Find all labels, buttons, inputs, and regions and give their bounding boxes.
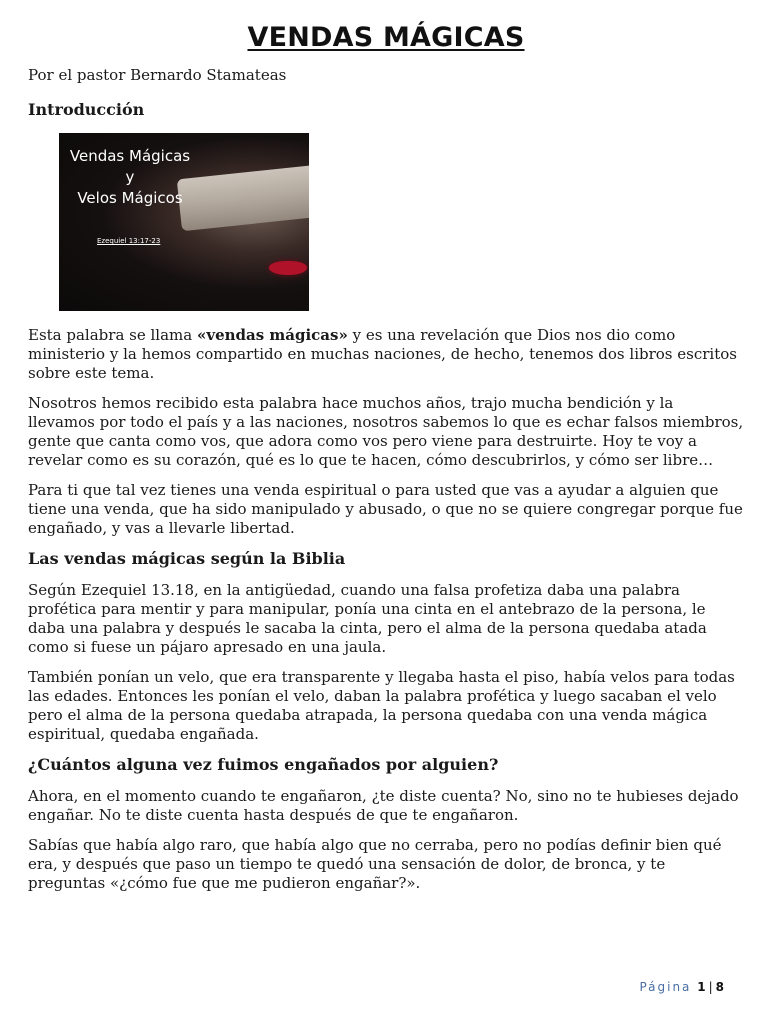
paragraph-1-end: y es una revelación que Dios nos dio como ministerio y la hemos compartido en muchas naciones, de hecho, tenemos dos libros escritos sobre este tema. bbox=[28, 326, 737, 382]
page-footer bbox=[639, 980, 724, 994]
paragraph-3: Para ti que tal vez tienes una venda espiritual o para usted que vas a ayudar a alguien que tiene una venda, que ha sido manipulado y abusado, o que no se quiere congregar porque fue engañado, y vas a llevarle libertad. bbox=[28, 481, 743, 537]
paragraph-1-bold: «vendas mágicas» bbox=[196, 326, 348, 344]
lips-shape bbox=[269, 261, 307, 275]
image-title-line-3: Velos Mágicos bbox=[77, 189, 183, 207]
image-title-line-1: Vendas Mágicas bbox=[69, 147, 191, 165]
document-page bbox=[28, 0, 744, 893]
page-number: 1 bbox=[697, 980, 706, 994]
paragraph-4: Según Ezequiel 13.18, en la antigüedad, cuando una falsa profetiza daba una palabra profética para mentir y para manipular, ponía una cinta en el antebrazo de la persona, le daba una palabra y después le sacaba la cinta, pero el alma de la persona quedaba atada como si fuese un pájaro apresado en una jaula. bbox=[28, 581, 707, 656]
paragraph-1-start: Esta palabra se llama bbox=[28, 326, 197, 344]
paragraph-5: También ponían un velo, que era transparente y llegaba hasta el piso, había velos para todas las edades. Entonces les ponían el velo, daban la palabra profética y luego sacaban el velo pero el alma de la persona quedaba atrapada, la persona quedaba con una venda mágica espiritual, quedaba engañada. bbox=[28, 668, 735, 743]
author-line: Por el pastor Bernardo Stamateas bbox=[28, 66, 287, 84]
paragraph-2: Nosotros hemos recibido esta palabra hace muchos años, trajo mucha bendición y la llevamos por todo el país y a las naciones, nosotros sabemos lo que es echar falsos miembros, gente que canta como vos, que adora como vos pero viene para destruirte. Hoy te voy a revelar como es su corazón, qué es lo que te hacen, cómo descubrirlos, y cómo ser libre… bbox=[28, 394, 744, 469]
intro-heading: Introducción bbox=[28, 100, 145, 119]
paragraph-1 bbox=[28, 326, 744, 383]
image-title-line-2: y bbox=[125, 168, 135, 186]
document-title: VENDAS MÁGICAS bbox=[247, 22, 525, 53]
page-separator: | bbox=[708, 980, 713, 994]
page-total: 8 bbox=[715, 980, 724, 994]
page-label: Página bbox=[639, 980, 692, 994]
paragraph-7: Sabías que había algo raro, que había algo que no cerraba, pero no podías definir bien qué era, y después que paso un tiempo te quedó una sensación de dolor, de bronca, y te preguntas «¿cómo fue que me pudieron engañar?». bbox=[28, 836, 722, 892]
paragraph-6: Ahora, en el momento cuando te engañaron, ¿te diste cuenta? No, sino no te hubieses dejado engañar. No te diste cuenta hasta después de que te engañaron. bbox=[28, 787, 739, 824]
section-heading-enganados: ¿Cuántos alguna vez fuimos engañados por alguien? bbox=[28, 755, 499, 774]
image-scripture-reference: Ezequiel 13:17-23 bbox=[97, 237, 161, 245]
section-heading-biblia: Las vendas mágicas según la Biblia bbox=[28, 549, 346, 568]
cover-image bbox=[59, 133, 309, 311]
